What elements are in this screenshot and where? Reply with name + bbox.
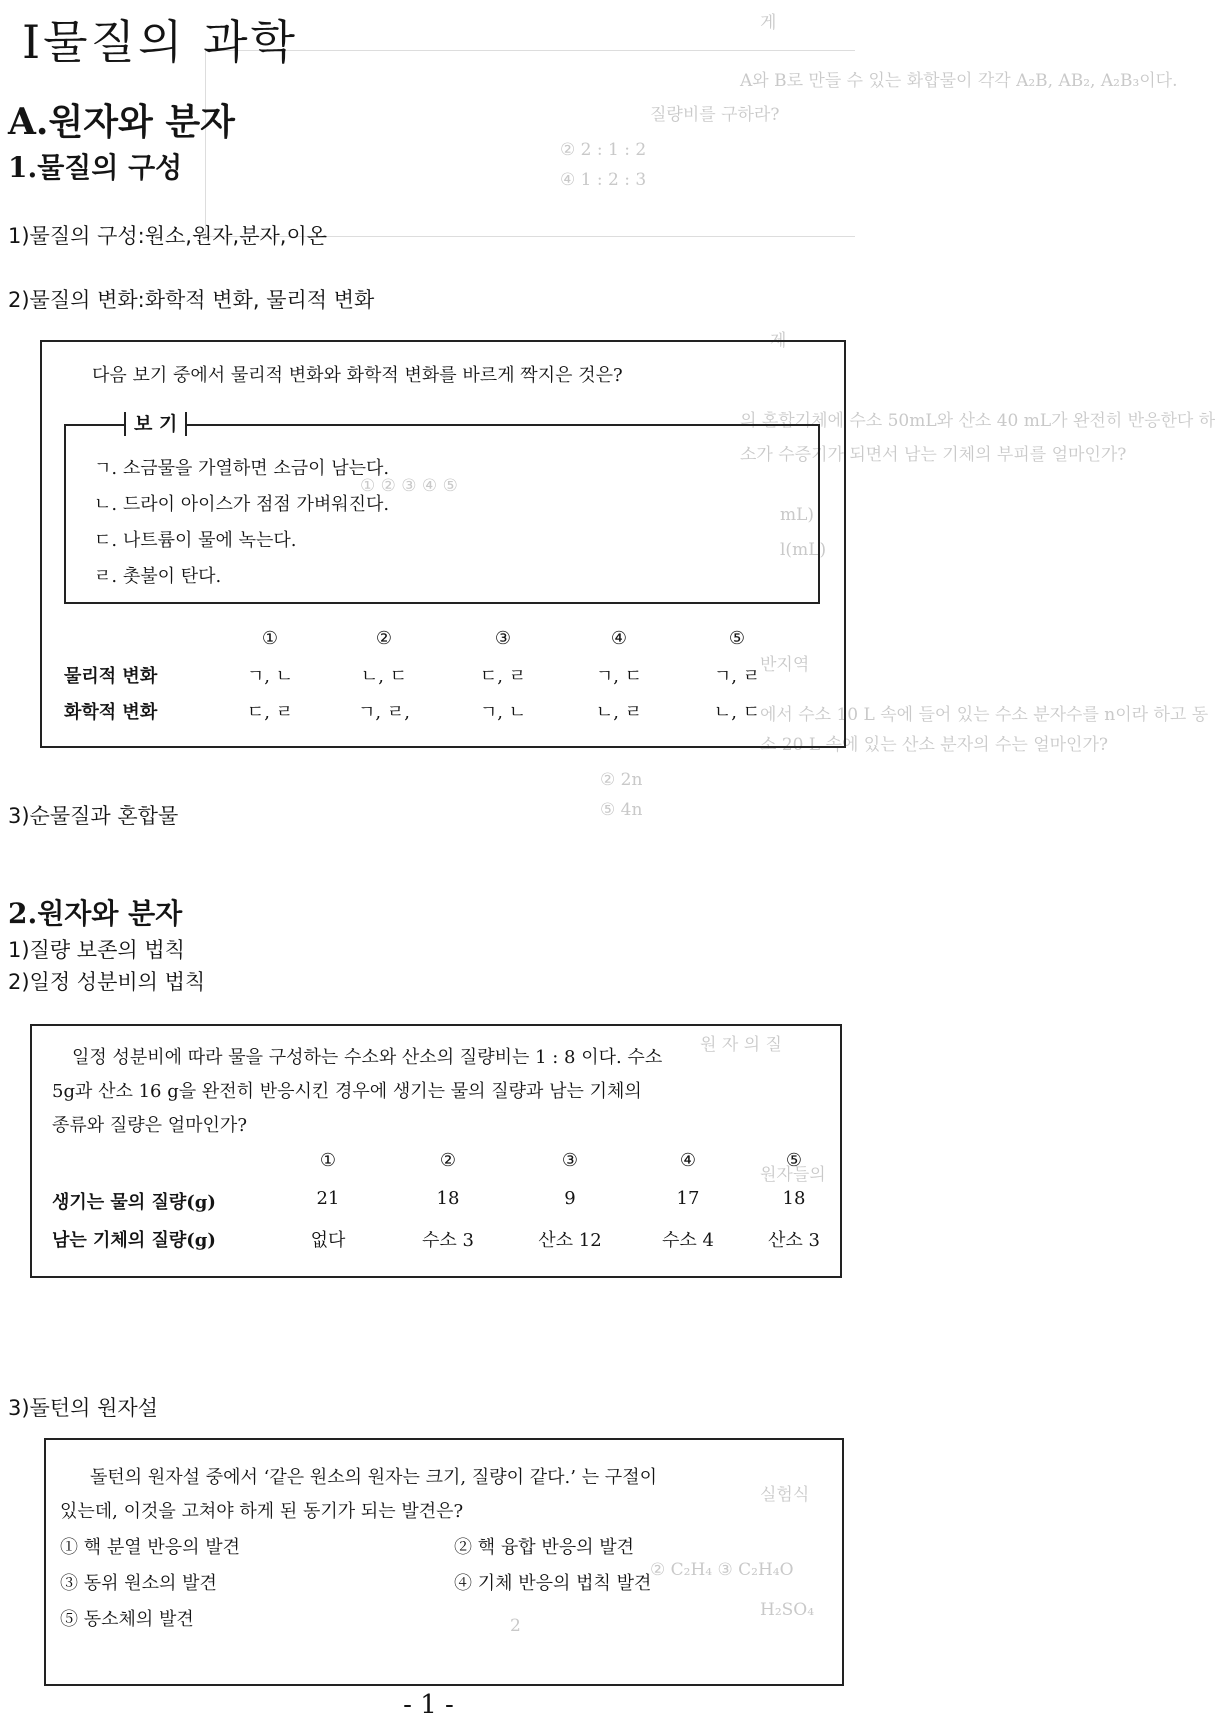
- table-cell: 9: [564, 1188, 576, 1209]
- choice-header: ④: [610, 628, 628, 649]
- table-cell: 21: [316, 1188, 340, 1209]
- question-1-box: [40, 340, 846, 748]
- section-title: A.원자와 분자: [8, 101, 235, 143]
- chapter-title: Ⅰ물질의 과학: [22, 15, 298, 69]
- choice-header: ②: [375, 628, 393, 649]
- choice-header: ③: [561, 1150, 579, 1171]
- table-cell: ㄴ, ㄹ: [595, 702, 643, 723]
- bogi-box: [64, 413, 820, 604]
- choice-item: ③ 동위 원소의 발견: [60, 1573, 217, 1594]
- choice-header: ①: [319, 1150, 337, 1171]
- choice-item: ① 핵 분열 반응의 발견: [60, 1537, 240, 1558]
- bogi-item: ㄹ. 촛불이 탄다.: [94, 566, 222, 587]
- row-label-physical: 물리적 변화: [64, 666, 158, 687]
- choice-header: ⑤: [728, 628, 746, 649]
- table-cell: ㄷ, ㄹ: [246, 702, 294, 723]
- topic-change: 2)물질의 변화:화학적 변화, 물리적 변화: [8, 288, 375, 312]
- table-cell: 산소 12: [538, 1230, 602, 1251]
- bogi-item: ㄴ. 드라이 아이스가 점점 가벼워진다.: [94, 494, 390, 515]
- table-cell: 18: [782, 1188, 806, 1209]
- choice-header: ②: [439, 1150, 457, 1171]
- topic-dalton-atomic-theory: 3)돌턴의 원자설: [8, 1396, 158, 1420]
- choice-header: ③: [494, 628, 512, 649]
- question-3-box: [44, 1438, 844, 1686]
- table-cell: ㄴ, ㄷ: [360, 666, 408, 687]
- subsection-title-1: 1.물질의 구성: [8, 151, 183, 184]
- choice-item: ⑤ 동소체의 발견: [60, 1609, 194, 1630]
- row-label-water-mass: 생기는 물의 질량(g): [52, 1192, 216, 1213]
- table-cell: 수소 3: [422, 1230, 474, 1251]
- table-cell: 없다: [310, 1230, 346, 1251]
- table-cell: 수소 4: [662, 1230, 714, 1251]
- table-cell: ㄴ, ㄷ: [713, 702, 761, 723]
- question-1-stem: 다음 보기 중에서 물리적 변화와 화학적 변화를 바르게 짝지은 것은?: [92, 365, 623, 386]
- table-cell: ㄱ, ㄴ: [246, 666, 294, 687]
- table-cell: 18: [436, 1188, 460, 1209]
- subsection-title-2: 2.원자와 분자: [8, 897, 183, 930]
- table-cell: ㄱ, ㄷ: [595, 666, 643, 687]
- row-label-chemical: 화학적 변화: [64, 702, 158, 723]
- table-cell: ㄱ, ㄴ: [479, 702, 527, 723]
- table-cell: 17: [676, 1188, 700, 1209]
- topic-pure-mixture: 3)순물질과 혼합물: [8, 804, 179, 828]
- question-3-stem-line: 돌턴의 원자설 중에서 ‘같은 원소의 원자는 크기, 질량이 같다.’ 는 구절이: [90, 1467, 657, 1488]
- row-label-remaining-gas: 남는 기체의 질량(g): [52, 1230, 216, 1251]
- choice-item: ④ 기체 반응의 법칙 발견: [454, 1573, 652, 1594]
- table-cell: 산소 3: [768, 1230, 820, 1251]
- bogi-item: ㄷ. 나트륨이 물에 녹는다.: [94, 530, 297, 551]
- topic-mass-conservation: 1)질량 보존의 법칙: [8, 938, 185, 962]
- topic-definite-proportions: 2)일정 성분비의 법칙: [8, 970, 206, 994]
- choice-header: ①: [261, 628, 279, 649]
- table-cell: ㄷ, ㄹ: [479, 666, 527, 687]
- table-cell: ㄱ, ㄹ: [713, 666, 761, 687]
- choice-header: ④: [679, 1150, 697, 1171]
- page-number: - 1 -: [403, 1690, 454, 1720]
- topic-composition: 1)물질의 구성:원소,원자,분자,이온: [8, 224, 328, 248]
- bogi-label: 보 기: [124, 412, 187, 436]
- choice-header: ⑤: [785, 1150, 803, 1171]
- question-3-stem-line: 있는데, 이것을 고쳐야 하게 된 동기가 되는 발견은?: [60, 1501, 464, 1522]
- question-2-stem-line: 종류와 질량은 얼마인가?: [52, 1115, 247, 1136]
- table-cell: ㄱ, ㄹ,: [358, 702, 410, 723]
- question-2-box: [30, 1024, 842, 1278]
- bogi-item: ㄱ. 소금물을 가열하면 소금이 남는다.: [94, 458, 390, 479]
- question-2-stem-line: 5g과 산소 16 g을 완전히 반응시킨 경우에 생기는 물의 질량과 남는 기체의: [52, 1081, 642, 1102]
- choice-item: ② 핵 융합 반응의 발견: [454, 1537, 634, 1558]
- question-2-stem-line: 일정 성분비에 따라 물을 구성하는 수소와 산소의 질량비는 1 : 8 이다. 수소: [72, 1047, 663, 1068]
